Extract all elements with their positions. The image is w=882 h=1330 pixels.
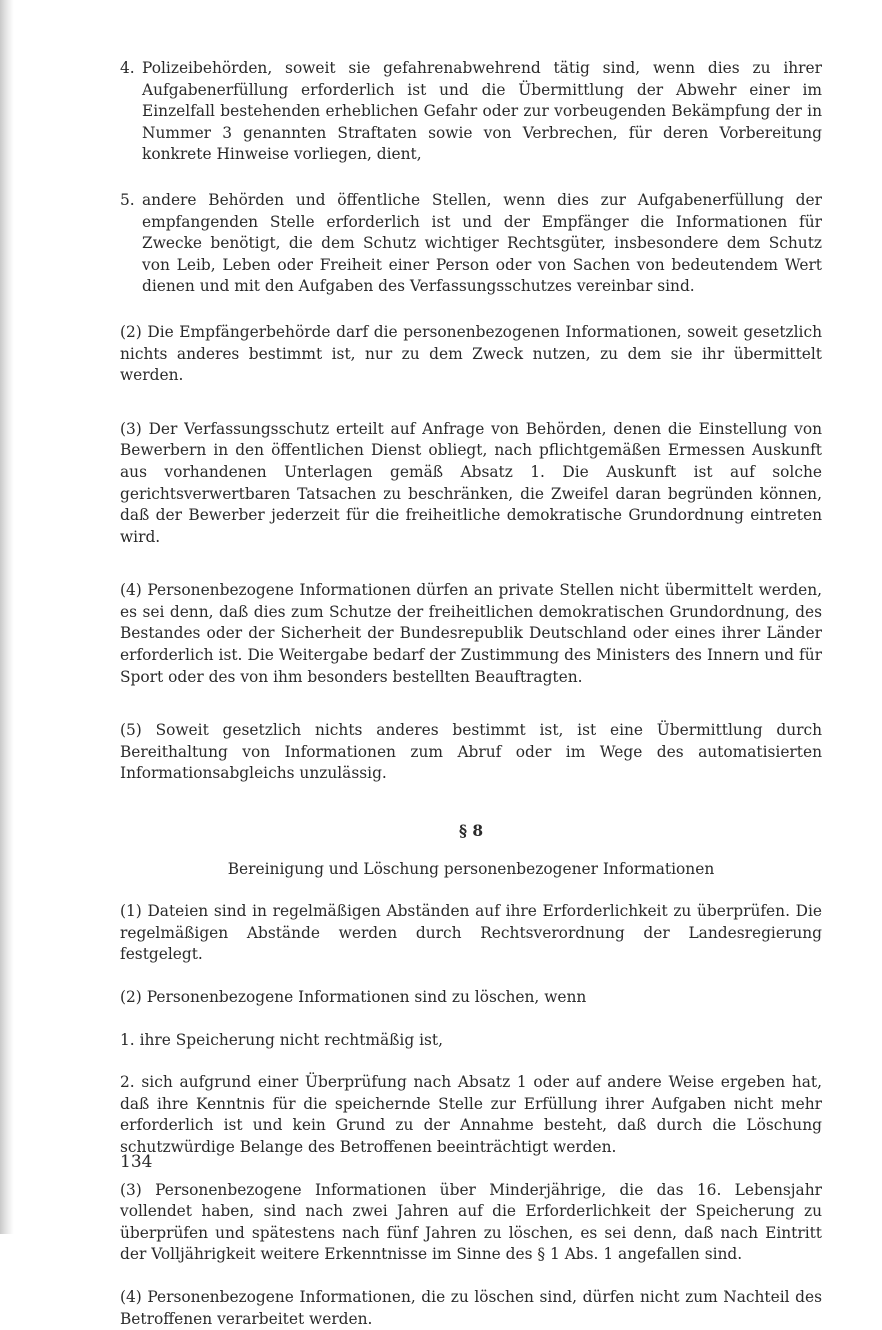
section-8-paragraph-1: (1) Dateien sind in regelmäßigen Abständen auf ihre Erforderlichkeit zu überprüfen. Die regelmäßigen Abstände werden durch Rechtsverordnung der Landesregierung festgelegt. [120,902,822,964]
section-heading-symbol: § 8 [458,822,484,841]
section-8-item-2: 2. sich aufgrund einer Überprüfung nach Absatz 1 oder auf andere Weise ergeben hat, daß ihre Kenntnis für die speichernde Stelle zur Erfüllung ihrer Aufgaben nicht mehr erforderlich ist und kein Grund zu der Annahme besteht, daß durch die Löschung schutzwürdige Belange des Betroffenen beeinträchtigt werden. [120,1073,822,1156]
paragraph-3: (3) Der Verfassungsschutz erteilt auf Anfrage von Behörden, denen die Einstellung von Bewerbern in den öffentlichen Dienst obliegt, nach pflichtgemäßen Ermessen Auskunft aus vorhandenen Unterlagen gemäß Absatz 1. Die Auskunft ist auf solche gerichtsverwertbaren Tatsachen zu beschränken, die Zweifel daran begründen können, daß der Bewerber jederzeit für die freiheitliche demokratische Grundordnung eintreten wird. [120,419,822,546]
section-8-paragraph-2: (2) Personenbezogene Informationen sind zu löschen, wenn [120,988,587,1006]
list-item-text: Polizeibehörden, soweit sie gefahrenabwehrend tätig sind, wenn dies zu ihrer Aufgabenerfüllung erforderlich ist und die Übermittlung der Abwehr einer im Einzelfall bestehenden erheblichen Gefahr oder zur vorbeugenden Bekämpfung der in Nummer 3 genannten Straftaten sowie von Verbrechen, für deren Vorbereitung konkrete Hinweise vorliegen, dient, [142,59,822,164]
list-item-4 [120,58,822,166]
section-heading-title: Bereinigung und Löschung personenbezogener Informationen [227,859,715,878]
section-8-paragraph-3: (3) Personenbezogene Informationen über Minderjährige, die das 16. Lebensjahr vollendet haben, sind nach zwei Jahren auf die Erforderlichkeit der Speicherung zu überprüfen und spätestens nach fünf Jahren zu löschen, es sei denn, daß nach Eintritt der Volljährigkeit weitere Erkenntnisse im Sinne des § 1 Abs. 1 angefallen sind. [120,1180,822,1264]
paragraph-2: (2) Die Empfängerbehörde darf die personenbezogenen Informationen, soweit gesetzlich nichts anderes bestimmt ist, nur zu dem Zweck nutzen, zu dem sie ihr übermittelt werden. [120,322,822,385]
paragraph-5: (5) Soweit gesetzlich nichts anderes bestimmt ist, ist eine Übermittlung durch Bereithaltung von Informationen zum Abruf oder im Wege des automatisierten Informationsabgleichs unzulässig. [120,721,822,783]
list-item-number: 4. [120,59,135,77]
section-8-paragraph-4: (4) Personenbezogene Informationen, die zu löschen sind, dürfen nicht zum Nachteil des Betroffenen verarbeitet werden. [120,1287,822,1328]
list-item-text: andere Behörden und öffentliche Stellen, wenn dies zur Aufgabenerfüllung der empfangenden Stelle erforderlich ist und der Empfänger die Informationen für Zwecke benötigt, die dem Schutz wichtiger Rechtsgüter, insbesondere dem Schutz von Leib, Leben oder Freiheit einer Person oder von Sachen von bedeutendem Wert dienen und mit den Aufgaben des Verfassungsschutzes vereinbar sind. [142,190,822,296]
section-8-item-1: 1. ihre Speicherung nicht rechtmäßig ist, [120,1030,444,1049]
paragraph-4: (4) Personenbezogene Informationen dürfen an private Stellen nicht übermittelt werden, es sei denn, daß dies zum Schutze der freiheitlichen demokratischen Grundordnung, des Bestandes oder der Sicherheit der Bundesrepublik Deutschland oder eines ihrer Länder erforderlich ist. Die Weitergabe bedarf der Zustimmung des Ministers des Innern und für Sport oder des von ihm besonders bestellten Beauftragten. [120,581,822,686]
document-page [120,58,822,1330]
list-item-5 [120,190,822,298]
list-item-number: 5. [120,190,135,209]
page-edge-shadow [0,0,14,1234]
page-number: 134 [120,1152,153,1172]
